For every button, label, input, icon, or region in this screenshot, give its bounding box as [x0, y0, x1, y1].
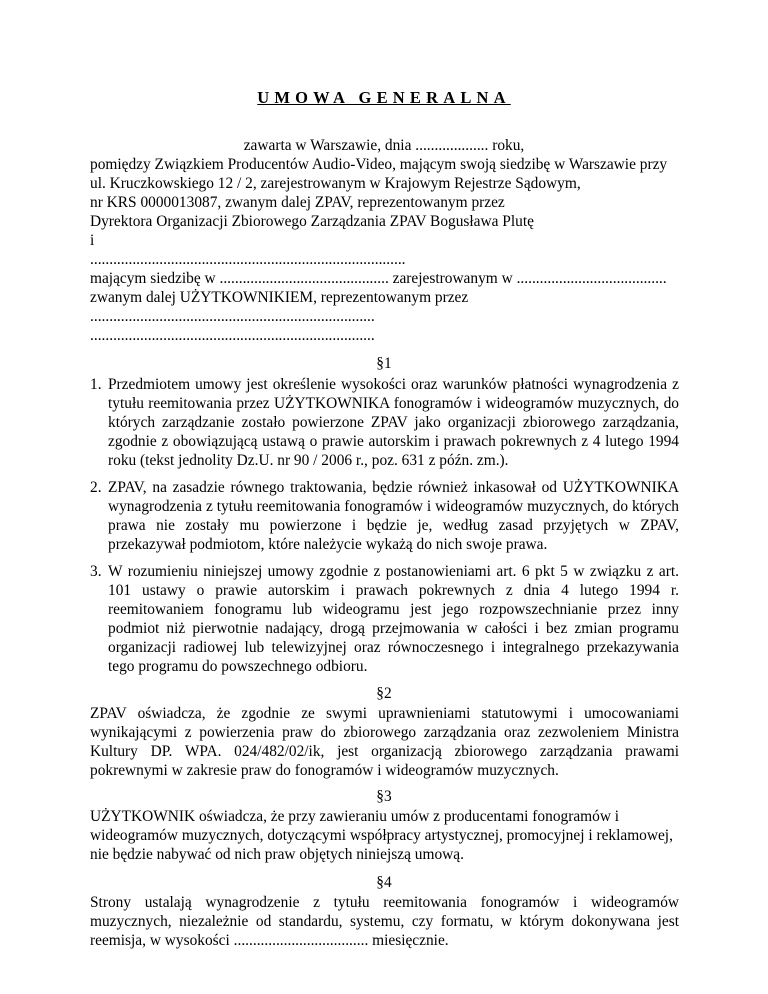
- paragraph-line: nie będzie nabywać od nich praw objętych niniejszą umową.: [90, 846, 464, 863]
- blank-line: ..........................................................................: [90, 308, 375, 325]
- paragraph-line: UŻYTKOWNIK oświadcza, że przy zawieraniu umów z producentami fonogramów i: [90, 808, 620, 825]
- item-text: ZPAV, na zasadzie równego traktowania, będzie również inkasował od UŻYTKOWNIKA wynagrodzenia z tytułu reemitowania fonogramów i wideogramów muzycznych, do których prawa nie zostały mu powierzone i będzie je, według zasad przyjętych w ZPAV, przekazywał podmiotom, które należycie wykażą do nich swoje prawa.: [108, 479, 679, 553]
- list-item: [90, 478, 679, 554]
- document-title: UMOWA GENERALNA: [257, 88, 511, 107]
- item-number: 2.: [90, 479, 102, 496]
- section-heading: §4: [376, 874, 392, 891]
- place-date-line: zawarta w Warszawie, dnia ................... roku,: [243, 137, 525, 154]
- paragraph: Strony ustalają wynagrodzenie z tytułu reemitowania fonogramów i wideogramów muzycznych, niezależnie od standardu, systemu, czy formatu, w którym dokonywana jest reemisja, w wysokości ................................... miesięcznie.: [90, 894, 679, 949]
- section-heading: §3: [376, 788, 392, 805]
- header-line: mającym siedzibę w ............................................ zarejestrowanym w .......................................: [90, 270, 667, 287]
- list-item: [90, 562, 679, 676]
- item-number: 3.: [90, 563, 102, 580]
- blank-line: ..........................................................................: [90, 327, 375, 344]
- list-item: [90, 375, 679, 470]
- section-heading: §1: [376, 355, 392, 372]
- paragraph-line: wideogramów muzycznych, dotyczącymi współpracy artystycznej, promocyjnej i reklamowej,: [90, 827, 673, 844]
- paragraph: ZPAV oświadcza, że zgodnie ze swymi uprawnieniami statutowymi i umocowaniami wynikającymi z powierzenia praw do zbiorowego zarządzania oraz zezwoleniem Ministra Kultury DP. WPA. 024/482/02/ik, jest organizacją zbiorowego zarządzania prawami pokrewnymi w zakresie praw do fonogramów i wideogramów muzycznych.: [90, 705, 679, 779]
- header-line: pomiędzy Związkiem Producentów Audio-Video, mającym swoją siedzibę w Warszawie przy: [90, 156, 668, 173]
- header-line: zwanym dalej UŻYTKOWNIKIEM, reprezentowanym przez: [90, 289, 469, 306]
- section-heading: §2: [376, 685, 392, 702]
- header-line: nr KRS 0000013087, zwanym dalej ZPAV, reprezentowanym przez: [90, 194, 505, 211]
- item-number: 1.: [90, 376, 102, 393]
- blank-line: ..................................................................................: [90, 251, 406, 268]
- item-text: Przedmiotem umowy jest określenie wysokości oraz warunków płatności wynagrodzenia z tytułu reemitowania przez UŻYTKOWNIKA fonogramów i wideogramów muzycznych, do których zarządzanie zostało powierzone ZPAV jako organizacji zbiorowego zarządzania, zgodnie z obowiązującą ustawą o prawie autorskim i prawach pokrewnych z 4 lutego 1994 roku (tekst jednolity Dz.U. nr 90 / 2006 r., poz. 631 z późn. zm.).: [108, 376, 679, 469]
- header-line: ul. Kruczkowskiego 12 / 2, zarejestrowanym w Krajowym Rejestrze Sądowym,: [90, 175, 581, 192]
- header-line: Dyrektora Organizacji Zbiorowego Zarządzania ZPAV Bogusława Plutę: [90, 213, 534, 230]
- item-text: W rozumieniu niniejszej umowy zgodnie z postanowieniami art. 6 pkt 5 w związku z art. 101 ustawy o prawie autorskim i prawach pokrewnych z dnia 4 lutego 1994 r. reemitowaniem fonogramu lub wideogramu jest jego rozpowszechnianie przez inny podmiot niż pierwotnie nadający, drogą przejmowania w całości i bez zmian programu organizacji radiowej lub telewizyjnej oraz równoczesnego i integralnego przekazywania tego programu do powszechnego odbioru.: [108, 563, 679, 675]
- header-line: i: [90, 232, 95, 249]
